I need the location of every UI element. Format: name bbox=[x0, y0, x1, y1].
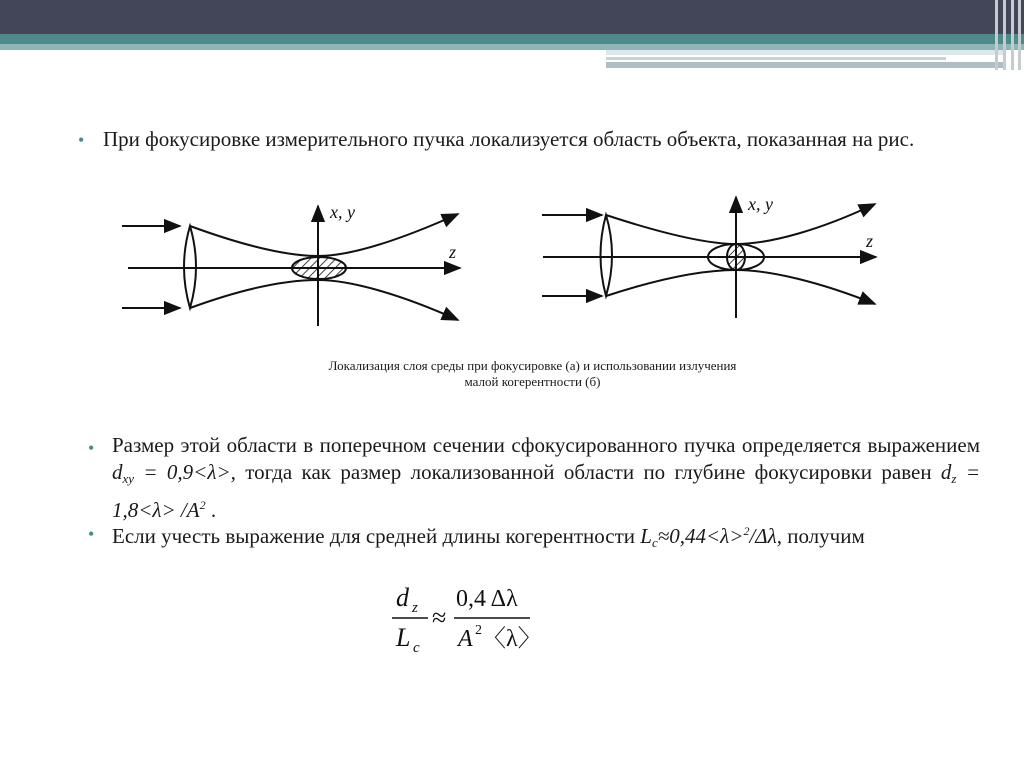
header-deco-vertical bbox=[995, 0, 998, 70]
bullet-marker: • bbox=[88, 524, 95, 544]
header-deco-vertical bbox=[1003, 0, 1006, 70]
axis-label-xy-b: x, y bbox=[748, 194, 773, 214]
beam-top-b bbox=[606, 204, 875, 244]
caption-line-1: Локализация слоя среды при фокусировке (а) и использовании излучения bbox=[328, 358, 737, 373]
lc-superscript: 2 bbox=[743, 524, 750, 538]
bullet-3-part-1: Если учесть выражение для средней длины когерентности bbox=[112, 524, 641, 548]
formula-A: A bbox=[458, 626, 473, 652]
formula-numerator: 0,4 Δλ bbox=[456, 586, 518, 612]
focal-region-a bbox=[292, 257, 346, 279]
dz-expression: = 1,8<λ> /A bbox=[112, 460, 981, 522]
formula-dz: d bbox=[396, 583, 409, 612]
bullet-1-content: При фокусировке измерительного пучка локализуется область объекта, показанная на рис. bbox=[103, 127, 915, 151]
header-accent-stripe bbox=[0, 34, 1024, 44]
dz-symbol: d bbox=[940, 460, 952, 484]
bullet-marker: • bbox=[78, 130, 85, 150]
diagram-a bbox=[122, 206, 460, 326]
lc-subscript: c bbox=[651, 535, 658, 550]
header-deco-vertical bbox=[1018, 0, 1021, 70]
focal-region-inner-b bbox=[727, 244, 745, 270]
dxy-expression: = 0,9<λ>, bbox=[134, 460, 236, 484]
axis-label-z-b: z bbox=[866, 231, 874, 251]
dxy-subscript: xy bbox=[122, 471, 135, 486]
formula-dz-sub: z bbox=[412, 600, 418, 616]
formula-A-sup: 2 bbox=[475, 623, 482, 638]
bullet-2-text bbox=[112, 432, 980, 524]
beam-bottom-a bbox=[190, 280, 458, 320]
coherence-formula bbox=[388, 578, 548, 660]
figure-caption bbox=[280, 358, 785, 390]
dxy-symbol: d bbox=[112, 460, 123, 484]
formula-approx: ≈ bbox=[432, 603, 447, 632]
lc-symbol: L bbox=[640, 524, 652, 548]
header-deco-line bbox=[606, 57, 946, 60]
formula-lc-sub: c bbox=[413, 640, 420, 656]
bullet-3-text bbox=[112, 518, 980, 556]
beam-bottom-b bbox=[606, 270, 875, 304]
bullet-3-part-2: получим bbox=[781, 524, 865, 548]
dz-end: . bbox=[205, 498, 217, 522]
formula-lambda: 〈λ〉 bbox=[482, 626, 542, 652]
lc-expression: ≈0,44<λ> bbox=[657, 524, 744, 548]
dz-superscript: 2 bbox=[199, 498, 206, 512]
axis-label-z-a: z bbox=[449, 242, 457, 262]
bullet-2-part-2: тогда как размер локализованной области по глубине фокусировки равен bbox=[235, 460, 941, 484]
axis-label-xy-a: x, y bbox=[330, 202, 355, 222]
header-deco-line bbox=[606, 50, 1006, 55]
caption-line-2: малой когерентности (б) bbox=[464, 374, 601, 389]
formula-lc: L bbox=[396, 623, 411, 652]
header-bar bbox=[0, 0, 1024, 34]
lc-end: /Δλ, bbox=[749, 524, 782, 548]
bullet-1-text bbox=[103, 126, 965, 153]
dz-subscript: z bbox=[951, 471, 957, 486]
beam-focusing-figure bbox=[0, 190, 1024, 350]
beam-top-a bbox=[190, 214, 458, 256]
bullet-2-part-1: Размер этой области в поперечном сечении сфокусированного пучка определяется выражением bbox=[112, 433, 980, 457]
diagram-b bbox=[542, 197, 876, 318]
lens-b bbox=[601, 215, 613, 296]
header-deco-vertical bbox=[1011, 0, 1014, 70]
header-deco-line bbox=[606, 62, 1006, 68]
bullet-marker: • bbox=[88, 438, 95, 458]
